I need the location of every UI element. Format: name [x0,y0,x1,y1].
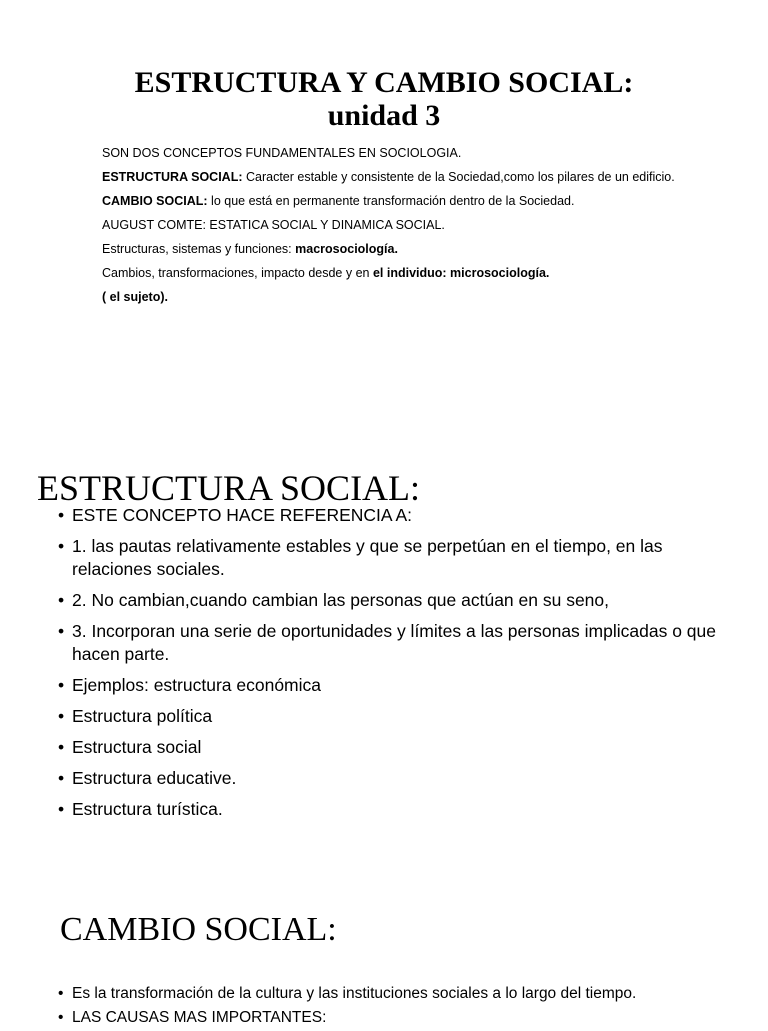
slide1-paragraph [102,146,682,161]
list-item-text: LAS CAUSAS MAS IMPORTANTES: [72,1009,327,1026]
bullet-icon: • [58,536,65,556]
slide1-title-line2: unidad 3 [327,99,441,132]
bullet-icon: • [58,590,65,610]
bullet-icon: • [58,675,65,695]
list-item [58,798,718,821]
list-item [58,705,718,728]
list-item [58,1007,718,1029]
paragraph-text: lo que está en permanente transformación dentro de la Sociedad. [207,194,575,208]
list-item-text: Estructura turística. [72,799,223,819]
slide1-title [0,66,768,132]
list-item-text: Es la transformación de la cultura y las instituciones sociales a lo largo del tiempo. [72,985,637,1002]
slide1-paragraph [102,218,682,233]
list-item-text: 1. las pautas relativamente estables y que se perpetúan en el tiempo, en las relaciones sociales. [72,536,663,579]
term-cambio-social: CAMBIO SOCIAL: [102,194,208,208]
list-item-text: 3. Incorporan una serie de oportunidades y límites a las personas implicadas o que hacen parte. [72,621,716,664]
list-item [58,504,718,527]
slide1-paragraph [102,194,682,209]
term-el-sujeto: ( el sujeto). [102,290,168,304]
list-item-text: ESTE CONCEPTO HACE REFERENCIA A: [72,505,413,525]
list-item-text: Estructura social [72,737,202,757]
slide1-paragraph [102,290,682,305]
bullet-icon: • [58,768,65,788]
list-item [58,736,718,759]
bullet-icon: • [58,985,64,1002]
slide1-title-line1: ESTRUCTURA Y CAMBIO SOCIAL: [134,66,634,99]
slide3-title: CAMBIO SOCIAL: [60,911,337,948]
paragraph-text: Caracter estable y consistente de la Sociedad,como los pilares de un edificio. [242,170,675,184]
paragraph-text: AUGUST COMTE: ESTATICA SOCIAL Y DINAMICA SOCIAL. [102,218,445,232]
list-item [58,535,718,581]
bullet-icon: • [58,505,65,525]
bullet-icon: • [58,621,65,641]
slide2-bullet-list [58,504,718,829]
term-estructura-social: ESTRUCTURA SOCIAL: [102,170,243,184]
list-item-text: 2. No cambian,cuando cambian las personas que actúan en su seno, [72,590,610,610]
slide1-paragraph [102,170,682,185]
list-item [58,983,718,1005]
bullet-icon: • [58,1009,64,1026]
bullet-icon: • [58,706,65,726]
list-item [58,620,718,666]
slide1-paragraph [102,242,682,257]
list-item [58,767,718,790]
list-item [58,674,718,697]
slide2-title: ESTRUCTURA SOCIAL: [37,468,421,508]
bullet-icon: • [58,799,65,819]
paragraph-text: Estructuras, sistemas y funciones: [102,242,296,256]
paragraph-text: Cambios, transformaciones, impacto desde y en [102,266,373,280]
list-item-text: Estructura política [72,706,213,726]
slide1-body [102,146,682,314]
slide1-paragraph [102,266,682,281]
paragraph-text: SON DOS CONCEPTOS FUNDAMENTALES EN SOCIOLOGIA. [102,146,462,160]
list-item [58,589,718,612]
term-macrosociologia: macrosociología. [295,242,398,256]
list-item-text: Estructura educative. [72,768,237,788]
bullet-icon: • [58,737,65,757]
term-microsociologia: el individuo: microsociología. [372,266,550,280]
list-item-text: Ejemplos: estructura económica [72,675,321,695]
